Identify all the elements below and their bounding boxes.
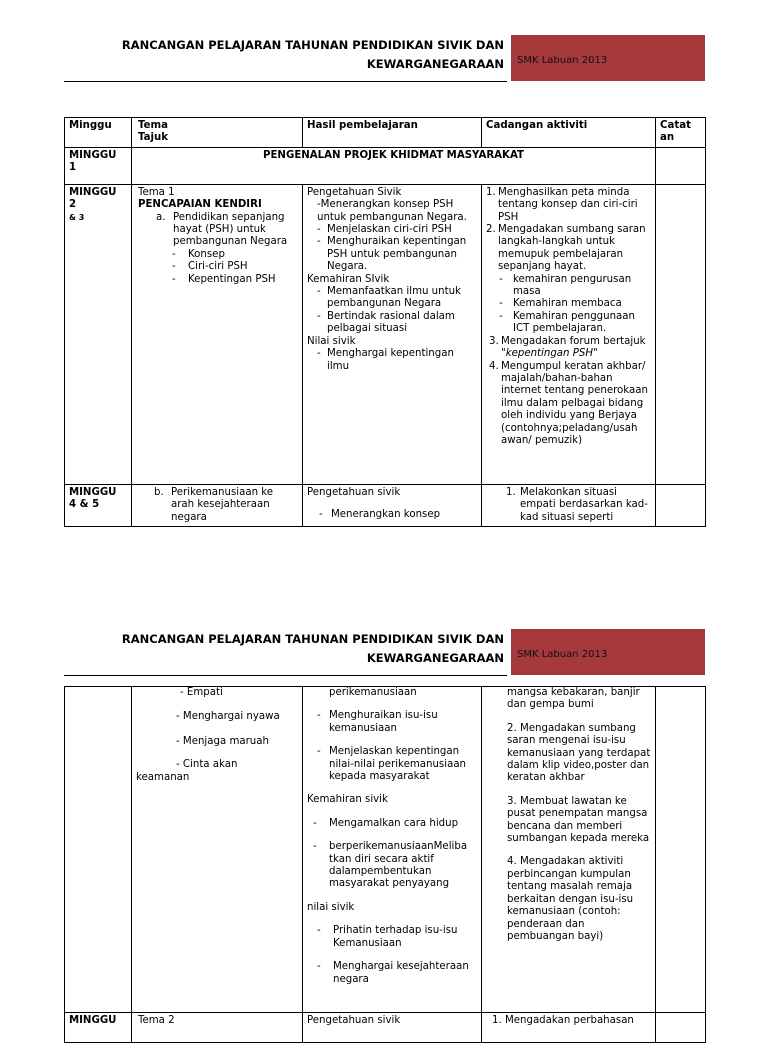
list-text: - Menjaga maruah (176, 735, 269, 747)
list-text: Pendidikan sepanjang hayat (PSH) untuk pembangunan Negara (173, 211, 288, 248)
table-row (65, 184, 706, 484)
list-text: Kemahiran membaca (513, 298, 622, 310)
list-item (486, 487, 651, 524)
page-header-1 (64, 35, 705, 81)
table-row (65, 1013, 706, 1043)
list-item (138, 212, 298, 249)
table-row (65, 484, 706, 526)
tema-label: Tema 1 (138, 186, 175, 198)
list-item: - Menghargai kesejahteraan negara (307, 961, 477, 986)
list-item: - Menjelaskan ciri-ciri PSH (317, 224, 452, 236)
list-text: Perikemanusiaan ke arah kesejahteraan negara (171, 486, 274, 523)
list-text: berperikemanusiaanMeliba tkan diri secara aktif dalampembentukan masyarakat penyayang (329, 841, 468, 890)
document-title (64, 629, 507, 675)
cont-tema (132, 687, 303, 1013)
header-tajuk-label: Tajuk (138, 132, 169, 144)
document-title (64, 35, 507, 81)
page-header-2 (64, 629, 705, 675)
next-minggu: MINGGU (65, 1013, 132, 1043)
hasil-heading: nilai sivik (307, 901, 355, 913)
list-text: - Empati (180, 687, 223, 698)
cont-catatan (656, 687, 706, 1013)
title-line-2: KEWARGANEGARAAN (366, 651, 504, 665)
list-text: mangsa kebakaran, banjir dan gempa bumi (507, 687, 640, 711)
table-row (65, 687, 706, 1013)
list-item: - Menghargai kepentingan ilmu (307, 348, 477, 373)
list-marker: a. (156, 211, 166, 223)
list-text: Ciri-ciri PSH (188, 261, 248, 273)
list-item: - Konsep (172, 248, 225, 260)
list-text: Bertindak rasional dalam pelbagai situasi (327, 310, 455, 335)
list-text: 2. Mengadakan sumbang saran mengenai isu-isu kemanusiaan yang terdapat dalam klip video,poster dan keratan akhbar (507, 722, 651, 784)
row2-minggu-extra: & 3 (69, 212, 85, 222)
row1-catatan (656, 147, 706, 184)
next-hasil: Pengetahuan sivik (303, 1013, 482, 1043)
header-tema (132, 118, 303, 148)
list-item: - Memanfaatkan ilmu untuk pembangunan Negara (307, 286, 477, 311)
list-text: Mengumpul keratan akhbar/ majalah/bahan-bahan internet tentang penerokaan ilmu dalam pelbagai bidang oleh individu yang Berjaya (contohnya;peladang/usah awan/ pemuzik) (501, 360, 648, 446)
title-line-1: RANCANGAN PELAJARAN TAHUNAN PENDIDIKAN SIVIK DAN (121, 38, 504, 52)
title-line-2: KEWARGANEGARAAN (366, 57, 504, 71)
list-text: perikemanusiaan (329, 687, 417, 698)
list-item: - kemahiran pengurusan masa (486, 274, 651, 299)
list-item: - Bertindak rasional dalam pelbagai situasi (307, 311, 477, 336)
lesson-plan-table-1 (64, 117, 706, 527)
table-header-row (65, 118, 706, 148)
row3-tema (132, 484, 303, 526)
list-text-pre: Mengadakan forum bertajuk " (501, 335, 646, 360)
row3-catatan (656, 484, 706, 526)
title-line-1: RANCANGAN PELAJARAN TAHUNAN PENDIDIKAN SIVIK DAN (121, 632, 504, 646)
row1-minggu: MINGGU 1 (65, 147, 132, 184)
school-box (511, 35, 705, 81)
school-label: SMK Labuan 2013 (517, 55, 608, 66)
row3-cadangan (482, 484, 656, 526)
list-text: Memanfaatkan ilmu untuk pembangunan Negara (327, 286, 461, 310)
list-text: Konsep (188, 248, 225, 260)
list-item: - Kemahiran penggunaan ICT pembelajaran. (486, 311, 651, 336)
list-item: - Kepentingan PSH (172, 273, 276, 285)
list-item: - Kemahiran membaca (499, 298, 622, 310)
list-text: Prihatin terhadap isu-isu Kemanusiaan (333, 925, 458, 949)
row2-cadangan (482, 184, 656, 484)
list-item: - Menghuraikan isu-isu kemanusiaan (307, 710, 477, 735)
row2-catatan (656, 184, 706, 484)
header-minggu: Minggu (65, 118, 132, 148)
list-text: kemahiran pengurusan masa (513, 273, 632, 298)
cont-cadangan (482, 687, 656, 1013)
list-text-post: " (593, 348, 598, 360)
next-tema: Tema 2 (132, 1013, 303, 1043)
header-divider (64, 675, 507, 676)
row2-hasil (303, 184, 482, 484)
header-hasil: Hasil pembelajaran (303, 118, 482, 148)
hasil-heading: Kemahiran sivik (307, 794, 388, 806)
school-label: SMK Labuan 2013 (517, 649, 608, 660)
list-text-italic: kepentingan PSH (505, 348, 594, 360)
list-text (501, 336, 651, 361)
list-item: 3. Mengadakan forum bertajuk "kepentingan PSH" (486, 336, 651, 361)
list-text: Menghuraikan isu-isu kemanusiaan (329, 710, 438, 734)
next-cadangan: 1. Mengadakan perbahasan (482, 1013, 656, 1043)
list-item: - Menghuraikan kepentingan PSH untuk pembangunan Negara. (307, 236, 477, 273)
list-text: Kemahiran penggunaan ICT pembelajaran. (513, 310, 636, 335)
lesson-plan-table-2 (64, 686, 706, 1043)
list-text: Melakonkan situasi empati berdasarkan kad-kad situasi seperti (520, 486, 648, 523)
list-text: - Cinta akan (176, 759, 238, 771)
hasil-heading: Kemahiran SIvik (307, 273, 390, 285)
list-text: Kepentingan PSH (188, 273, 276, 285)
row1-title: PENGENALAN PROJEK KHIDMAT MASYARAKAT (132, 147, 656, 184)
header-cadangan: Cadangan aktiviti (482, 118, 656, 148)
list-text: -Menerangkan konsep PSH untuk pembangunan Negara. (317, 199, 467, 223)
header-divider (64, 81, 507, 82)
list-item: 2. Mengadakan sumbang saran langkah-langkah untuk memupuk pembelajaran sepanjang hayat. (486, 224, 651, 274)
cont-hasil (303, 687, 482, 1013)
next-catatan (656, 1013, 706, 1043)
row2-minggu-label: MINGGU 2 (69, 186, 117, 211)
list-item: - Ciri-ciri PSH (172, 261, 248, 273)
list-text: Menghasilkan peta minda tentang konsep dan ciri-ciri PSH (498, 186, 638, 223)
list-text: - Menghargai nyawa (176, 711, 280, 723)
list-item: 1. Menghasilkan peta minda tentang konsep dan ciri-ciri PSH (486, 187, 651, 224)
list-item (136, 487, 298, 524)
hasil-heading: Pengetahuan Sivik (307, 186, 402, 198)
list-item: - Mengamalkan cara hidup (313, 817, 459, 829)
row2-minggu (65, 184, 132, 484)
list-text: Menghuraikan kepentingan PSH untuk pembangunan Negara. (327, 236, 467, 273)
hasil-heading: Nilai sivik (307, 335, 356, 347)
list-item: - berperikemanusiaanMeliba tkan diri secara aktif dalampembentukan masyarakat penyayang (307, 841, 477, 891)
row2-tema (132, 184, 303, 484)
list-item: - Prihatin terhadap isu-isu Kemanusiaan (307, 925, 477, 950)
list-text: Menghargai kepentingan ilmu (327, 348, 454, 372)
list-text: Menerangkan konsep (331, 509, 441, 521)
row3-minggu: MINGGU 4 & 5 (65, 484, 132, 526)
school-box (511, 629, 705, 675)
header-tema-label: Tema (138, 120, 168, 131)
list-item: - Menerangkan konsep (319, 509, 441, 521)
list-text: Mengamalkan cara hidup (329, 817, 459, 829)
hasil-heading: Pengetahuan sivik (307, 486, 401, 498)
list-text: Menjelaskan kepentingan nilai-nilai perikemanusiaan kepada masyarakat (329, 746, 467, 783)
list-text: Menghargai kesejahteraan negara (333, 961, 469, 985)
list-text: Mengadakan sumbang saran langkah-langkah untuk memupuk pembelajaran sepanjang hayat. (498, 224, 646, 273)
list-text: 3. Membuat lawatan ke pusat penempatan mangsa bencana dan memberi sumbangan kepada mereka (507, 795, 650, 845)
list-text: Menjelaskan ciri-ciri PSH (327, 224, 452, 236)
list-marker: b. (154, 486, 164, 498)
header-catatan: Catat an (656, 118, 706, 148)
list-item: - Menjelaskan kepentingan nilai-nilai perikemanusiaan kepada masyarakat (307, 746, 477, 783)
table-row (65, 147, 706, 184)
row3-hasil (303, 484, 482, 526)
list-item: 4. Mengumpul keratan akhbar/ majalah/bahan-bahan internet tentang penerokaan ilmu dalam pelbagai bidang oleh individu yang Berjaya (contohnya;peladang/usah awan/ pemuzik) (486, 361, 651, 448)
list-text: keamanan (136, 771, 190, 783)
cont-minggu (65, 687, 132, 1013)
list-marker: 1. (506, 486, 516, 498)
list-text: 4. Mengadakan aktiviti perbincangan kumpulan tentang masalah remaja berkaitan dengan isu-isu kemanusiaan (contoh: penderaan dan pembuangan bayi) (507, 856, 634, 942)
tema-title: PENCAPAIAN KENDIRI (138, 199, 262, 211)
